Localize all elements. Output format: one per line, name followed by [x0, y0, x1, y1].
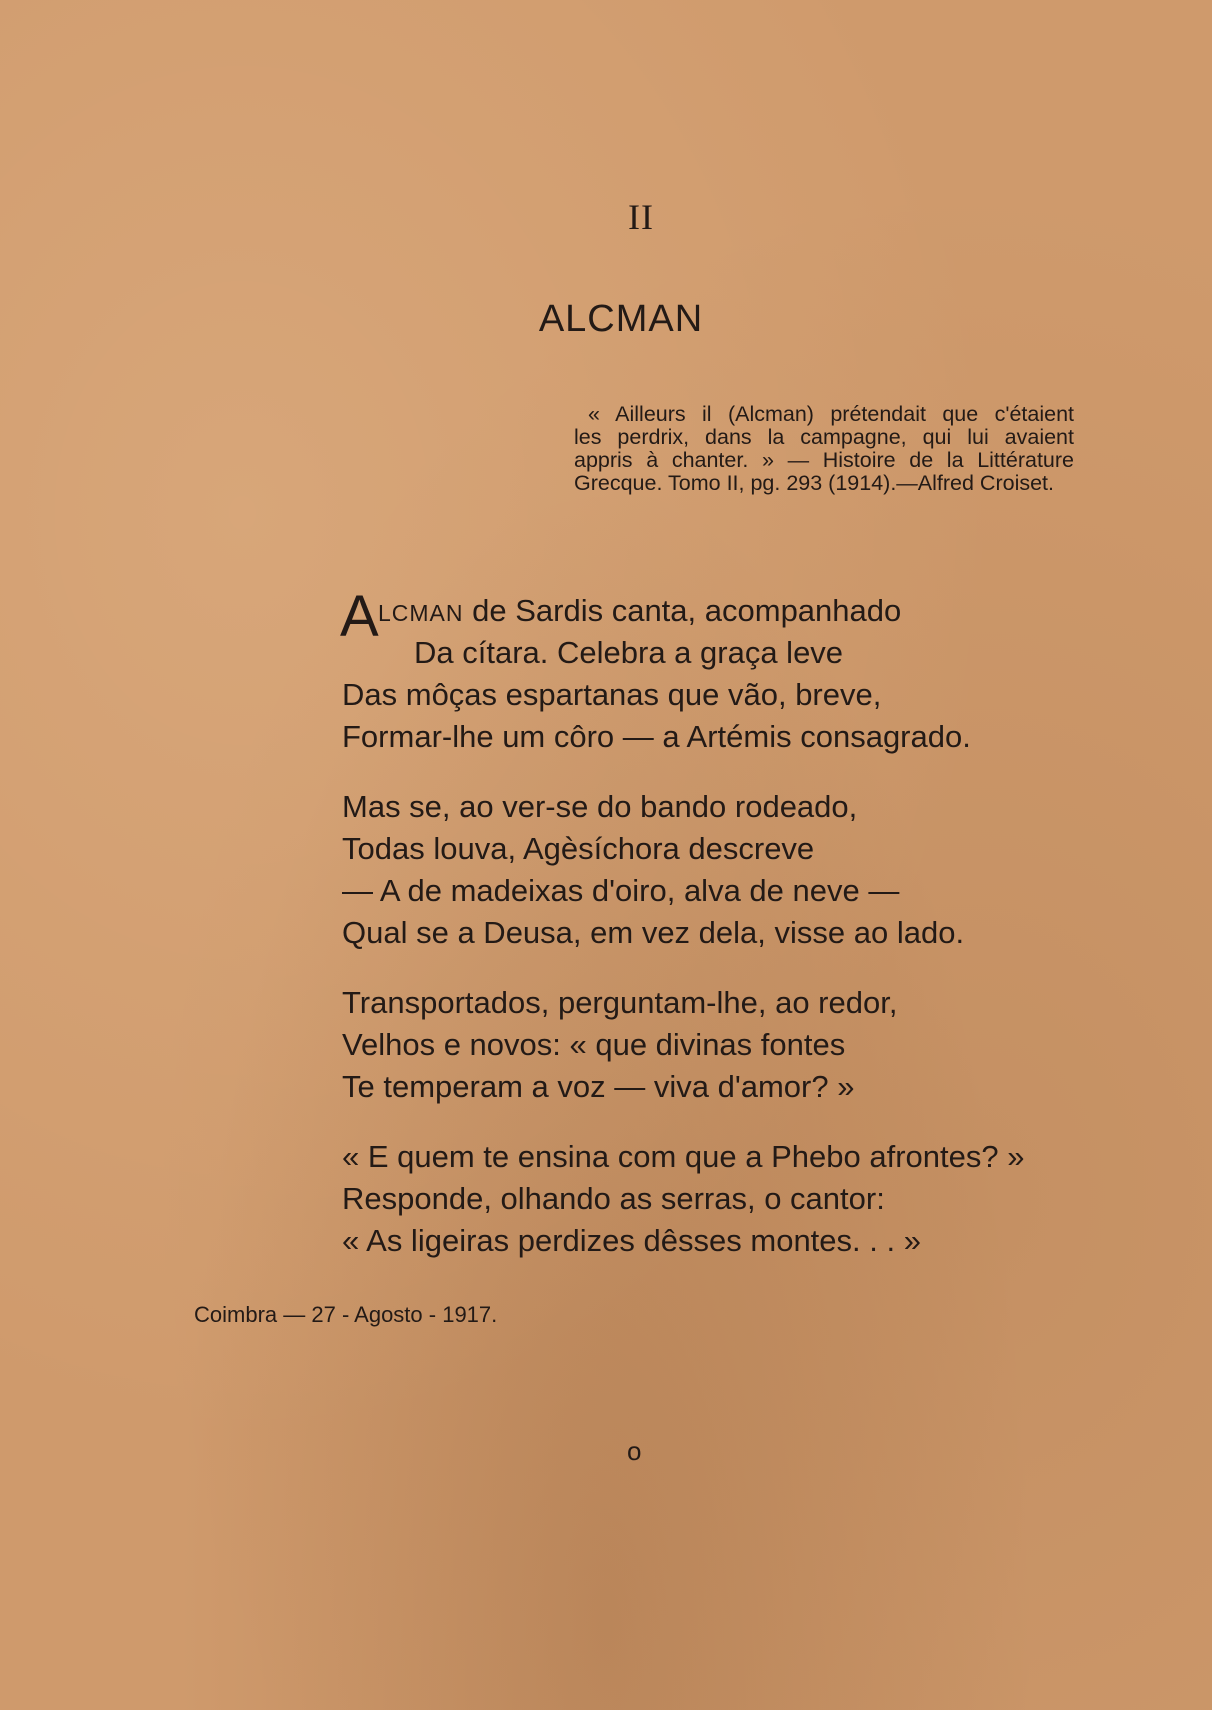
poem-line: Das môças espartanas que vão, breve,	[342, 677, 882, 712]
poem-line: Todas louva, Agèsíchora descreve	[342, 831, 815, 866]
poem-line: Da cítara. Celebra a graça leve	[414, 635, 844, 670]
poem-line: « E quem te ensina com que a Phebo afrontes? »	[342, 1139, 1025, 1174]
chapter-numeral: II	[628, 197, 654, 237]
epigraph-line: appris à chanter. » — Histoire de la Littérature	[574, 448, 1074, 472]
epigraph-line: Grecque. Tomo II, pg. 293 (1914).—Alfred Croiset.	[574, 471, 1055, 495]
poem-line: « As ligeiras perdizes dêsses montes. . . »	[342, 1223, 921, 1258]
poem-line: Responde, olhando as serras, o cantor:	[342, 1181, 885, 1216]
epigraph	[574, 403, 1074, 495]
poem-line: Transportados, perguntam-lhe, ao redor,	[342, 985, 898, 1020]
poem-line: Mas se, ao ver-se do bando rodeado,	[342, 789, 858, 824]
poem-line: — A de madeixas d'oiro, alva de neve —	[342, 873, 900, 908]
poem-line: Velhos e novos: « que divinas fontes	[342, 1027, 846, 1062]
stanza-4	[342, 1136, 1024, 1262]
stanza-1	[340, 584, 971, 758]
end-ornament: o	[627, 1436, 642, 1466]
poem-title: ALCMAN	[538, 298, 704, 340]
dateline: Coimbra — 27 - Agosto - 1917.	[194, 1302, 498, 1327]
first-word-small-caps: LCMAN	[378, 600, 464, 626]
epigraph-line: « Ailleurs il (Alcman) prétendait que c'étaient	[588, 402, 1074, 426]
stanza-3	[342, 982, 897, 1108]
poem-line: Qual se a Deusa, em vez dela, visse ao lado.	[342, 915, 965, 950]
poem-line: Formar-lhe um côro — a Artémis consagrado.	[342, 719, 971, 754]
stanza-2	[342, 786, 964, 954]
poem-line-first	[340, 584, 971, 649]
poem-line: Te temperam a voz — viva d'amor? »	[342, 1069, 855, 1104]
poem-line-text: de Sardis canta, acompanhado	[463, 593, 902, 628]
epigraph-line: les perdrix, dans la campagne, qui lui avaient	[574, 425, 1074, 449]
drop-cap: A	[340, 584, 379, 649]
